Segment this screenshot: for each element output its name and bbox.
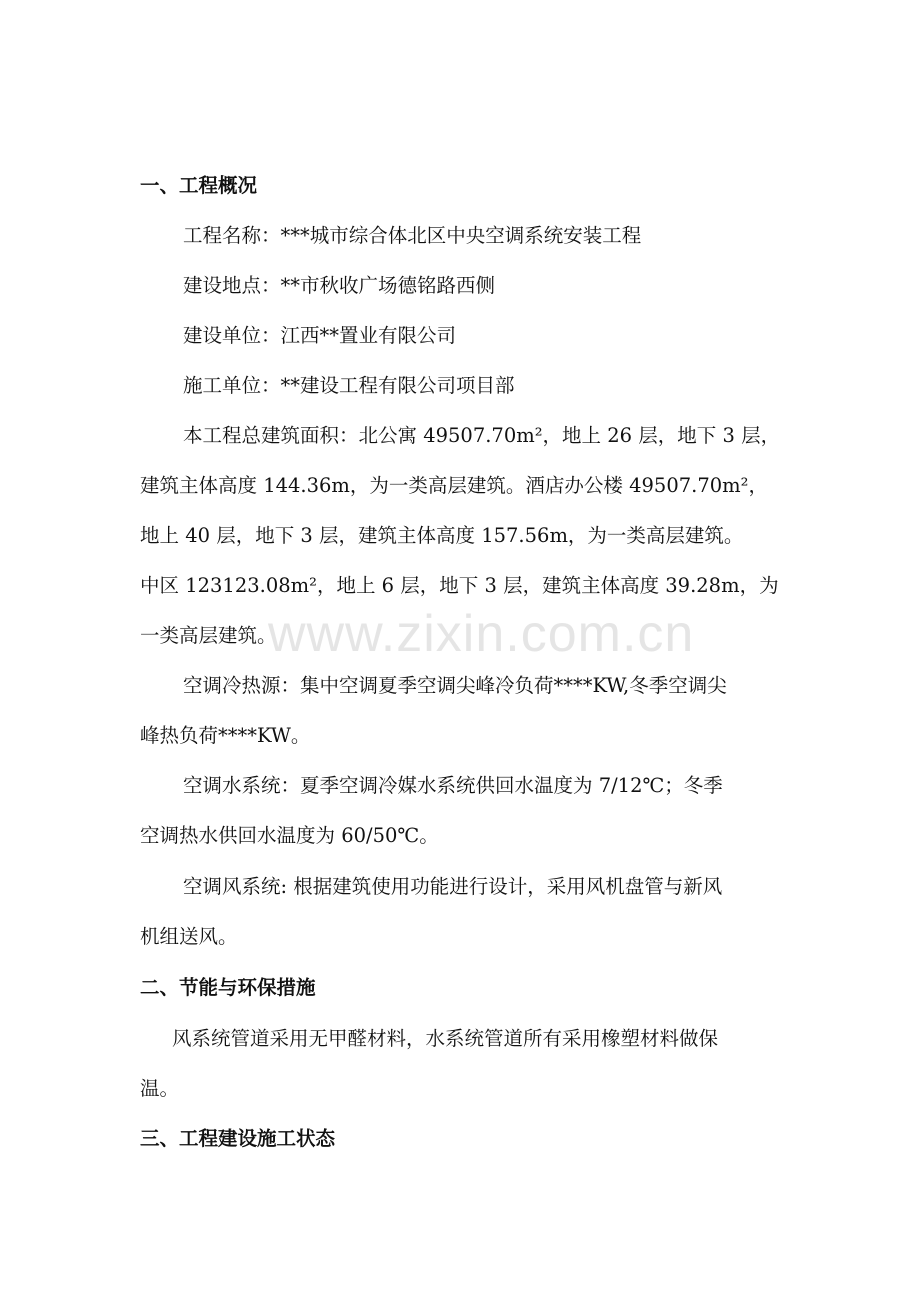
heat-source-line-1: 空调冷热源：集中空调夏季空调尖峰冷负荷****KW,冬季空调尖 bbox=[183, 674, 727, 697]
contractor-line: 施工单位：**建设工程有限公司项目部 bbox=[183, 374, 515, 397]
area-paragraph-line-3: 地上 40 层，地下 3 层，建筑主体高度 157.56m，为一类高层建筑。 bbox=[140, 524, 744, 547]
area-paragraph-line-1: 本工程总建筑面积：北公寓 49507.70m²，地上 26 层，地下 3 层， bbox=[183, 424, 781, 447]
section-2-heading: 二、节能与环保措施 bbox=[140, 976, 316, 999]
section-1-heading: 一、工程概况 bbox=[140, 174, 258, 197]
location-line: 建设地点：**市秋收广场德铭路西侧 bbox=[183, 274, 496, 297]
water-system-line-2: 空调热水供回水温度为 60/50℃。 bbox=[140, 824, 439, 847]
water-system-line-1: 空调水系统：夏季空调冷媒水系统供回水温度为 7/12℃；冬季 bbox=[183, 774, 723, 797]
area-paragraph-line-4: 中区 123123.08m²，地上 6 层，地下 3 层，建筑主体高度 39.28m，为 bbox=[140, 574, 779, 597]
energy-saving-line-2: 温。 bbox=[140, 1077, 180, 1100]
watermark-text: www.zixin.com.cn bbox=[268, 605, 695, 663]
project-name-line: 工程名称：***城市综合体北区中央空调系统安装工程 bbox=[183, 224, 642, 247]
air-system-line-2: 机组送风。 bbox=[140, 925, 238, 948]
section-3-heading: 三、工程建设施工状态 bbox=[140, 1127, 336, 1150]
heat-source-line-2: 峰热负荷****KW。 bbox=[140, 724, 311, 747]
area-paragraph-line-5: 一类高层建筑。 bbox=[140, 624, 277, 647]
owner-line: 建设单位：江西**置业有限公司 bbox=[183, 324, 457, 347]
energy-saving-line-1: 风系统管道采用无甲醛材料，水系统管道所有采用橡塑材料做保 bbox=[172, 1027, 719, 1050]
area-paragraph-line-2: 建筑主体高度 144.36m，为一类高层建筑。酒店办公楼 49507.70m²， bbox=[140, 474, 768, 497]
air-system-line-1: 空调风系统: 根据建筑使用功能进行设计，采用风机盘管与新风 bbox=[183, 875, 723, 898]
